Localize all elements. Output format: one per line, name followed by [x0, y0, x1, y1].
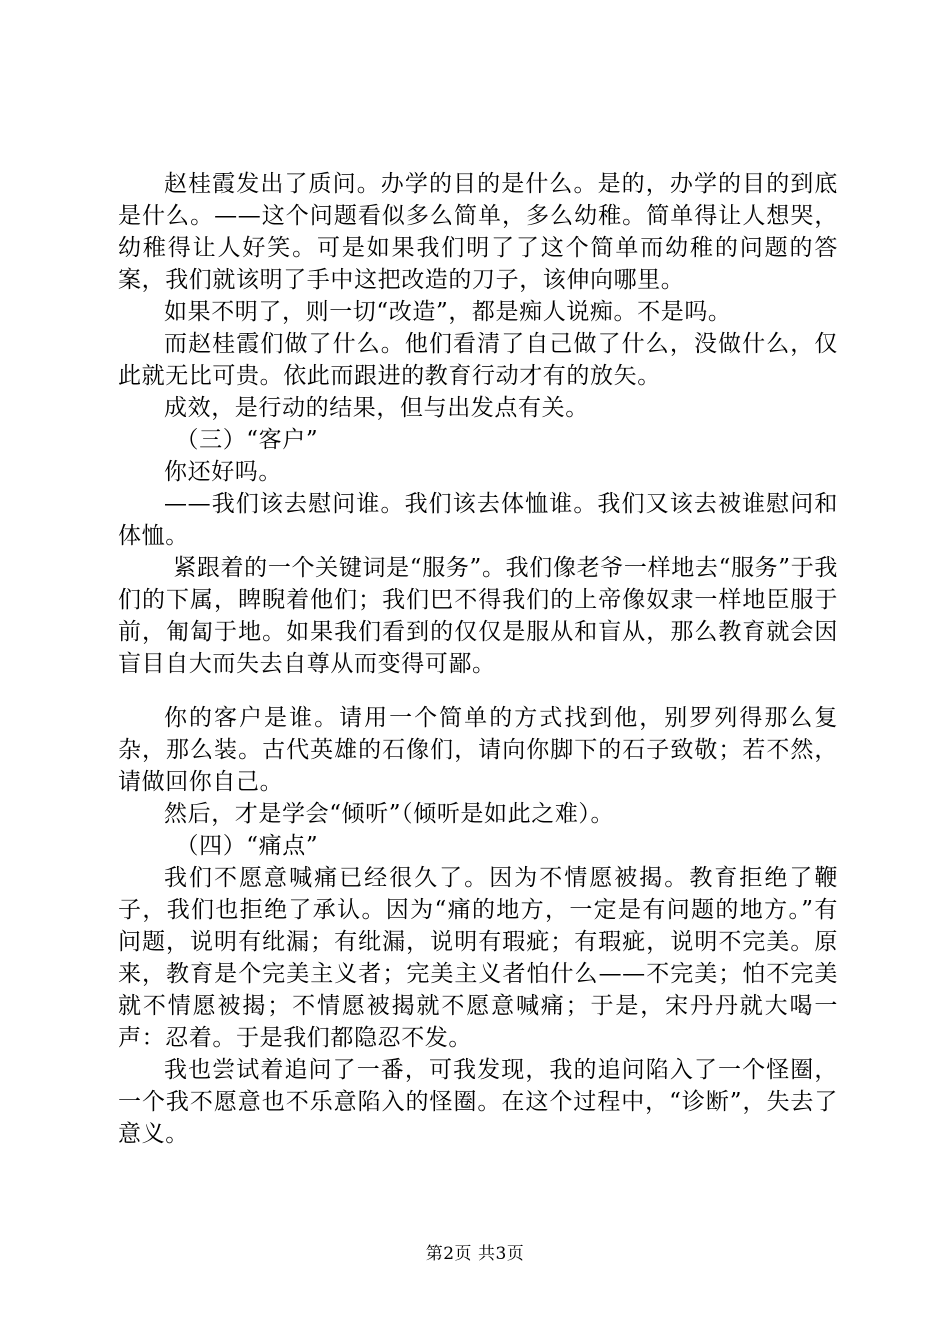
paragraph: ——我们该去慰问谁。我们该去体恤谁。我们又该去被谁慰问和体恤。 [118, 491, 838, 549]
paragraph: 我们不愿意喊痛已经很久了。因为不情愿被揭。教育拒绝了鞭子，我们也拒绝了承认。因为“痛的地方，一定是有问题的地方。”有问题，说明有纰漏；有纰漏，说明有瑕疵；有瑕疵，说明不完美。原来，教育是个完美主义者；完美主义者怕什么——不完美；怕不完美就不情愿被揭；不情愿被揭就不愿意喊痛；于是，宋丹丹就大喝一声：忍着。于是我们都隐忍不发。 [118, 865, 838, 1051]
paragraph: 赵桂霞发出了质问。办学的目的是什么。是的，办学的目的到底是什么。——这个问题看似多么简单，多么幼稚。简单得让人想哭，幼稚得让人好笑。可是如果我们明了了这个简单而幼稚的问题的答案，我们就该明了手中这把改造的刀子，该伸向哪里。 [118, 171, 838, 293]
section-heading: （四）“痛点” [175, 833, 319, 859]
paragraph: 成效，是行动的结果，但与出发点有关。 [164, 395, 589, 421]
paragraph: 紧跟着的一个关键词是“服务”。我们像老爷一样地去“服务”于我们的下属，睥睨着他们；我们巴不得我们的上帝像奴隶一样地臣服于前，匍匐于地。如果我们看到的仅仅是服从和盲从，那么教育就会因盲目自大而失去自尊从而变得可鄙。 [118, 555, 838, 677]
paragraph: 而赵桂霞们做了什么。他们看清了自己做了什么，没做什么，仅此就无比可贵。依此而跟进的教育行动才有的放矢。 [118, 331, 838, 389]
page-footer [0, 1243, 950, 1265]
paragraph: 然后，才是学会“倾听”（倾听是如此之难）。 [164, 801, 615, 827]
paragraph: 你还好吗。 [164, 459, 282, 485]
page-number: 第2页 共3页 [425, 1244, 525, 1264]
section-heading: （三）“客户” [175, 427, 319, 453]
paragraph: 我也尝试着追问了一番，可我发现，我的追问陷入了一个怪圈，一个我不愿意也不乐意陷入的怪圈。在这个过程中，“诊断”，失去了意义。 [118, 1057, 838, 1147]
document-body [118, 168, 838, 1150]
paragraph: 如果不明了，则一切“改造”，都是痴人说痴。不是吗。 [164, 299, 732, 325]
paragraph: 你的客户是谁。请用一个简单的方式找到他，别罗列得那么复杂，那么装。古代英雄的石像们，请向你脚下的石子致敬；若不然，请做回你自己。 [118, 705, 838, 795]
